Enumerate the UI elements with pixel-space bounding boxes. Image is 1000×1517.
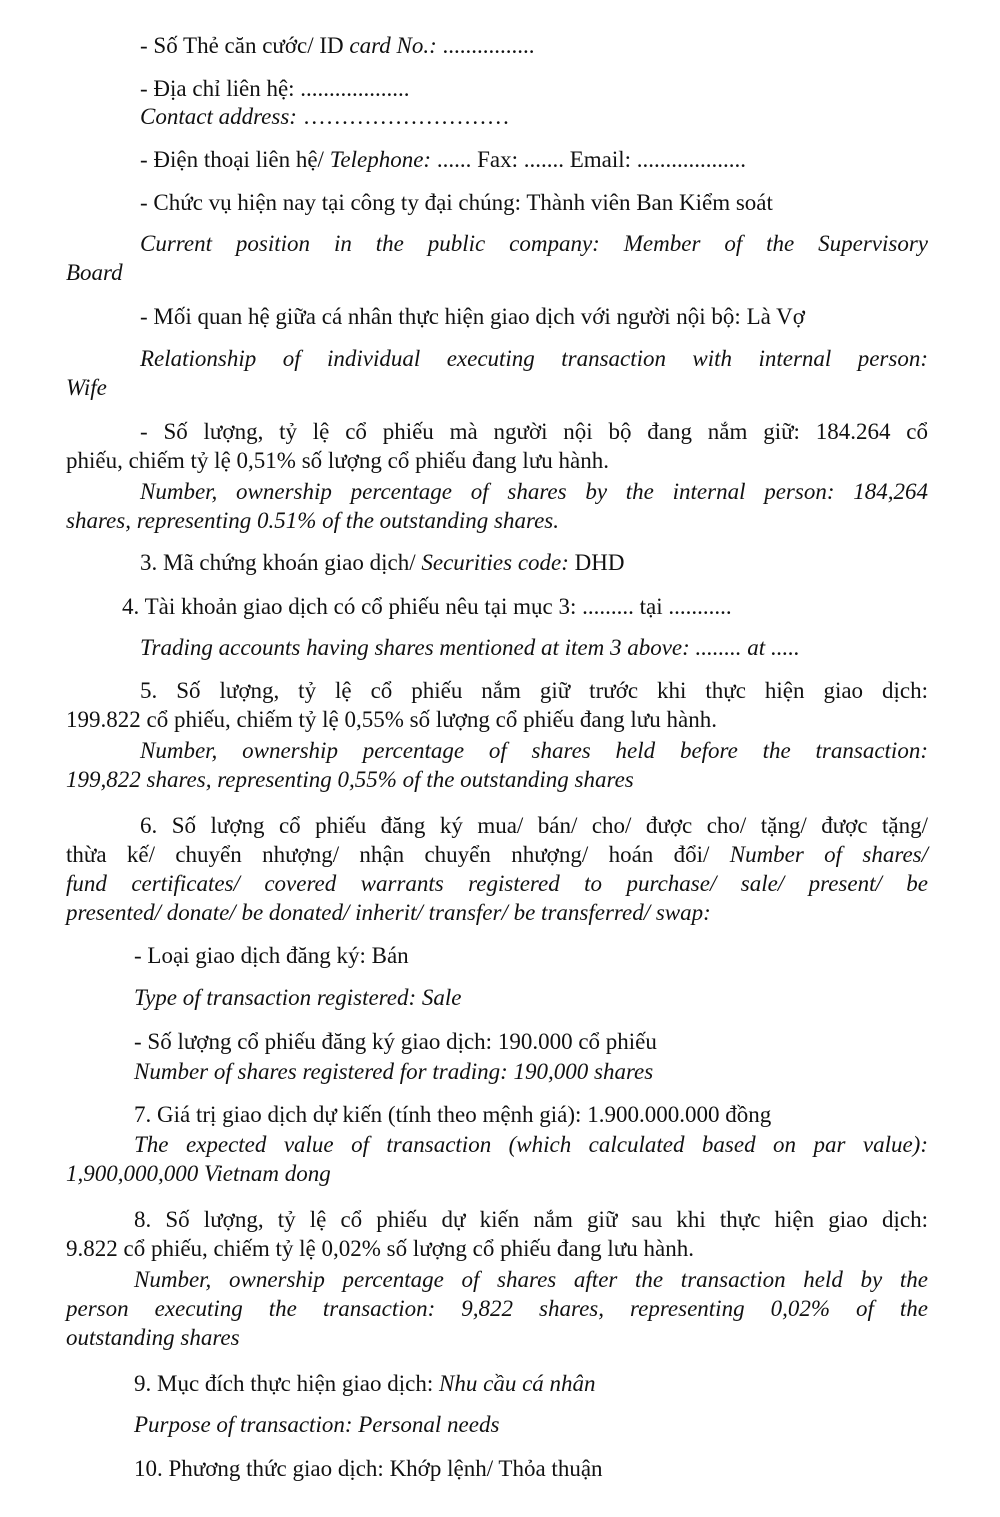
item8-vi-line2: 9.822 cổ phiếu, chiếm tỷ lệ 0,02% số lượng cổ phiếu đang lưu hành. — [66, 1236, 694, 1261]
item9-vi-line — [134, 1370, 596, 1398]
item8-vi — [66, 1206, 928, 1264]
phone-label-vi: - Điện thoại liên hệ/ — [140, 147, 330, 172]
item7-en-line1: The expected value of transaction (which calculated based on par value): — [134, 1132, 928, 1157]
item3-securities-code — [140, 549, 625, 577]
id-card-value: ................ — [436, 33, 535, 58]
address-value: ……………………… — [296, 104, 510, 129]
item3-label-en: Securities code: — [421, 550, 569, 575]
position-vi: - Chức vụ hiện nay tại công ty đại chúng: Thành viên Ban Kiểm soát — [140, 190, 773, 215]
item6-line1: 6. Số lượng cổ phiếu đăng ký mua/ bán/ cho/ được cho/ tặng/ được tặng/ — [140, 813, 928, 838]
item5-vi — [66, 677, 928, 735]
relationship-en — [66, 345, 928, 403]
item5-en-line1: Number, ownership percentage of shares held before the transaction: — [140, 738, 928, 763]
item6-qty-vi: - Số lượng cổ phiếu đăng ký giao dịch: 190.000 cổ phiếu — [134, 1029, 657, 1054]
item6-line2 — [66, 841, 928, 870]
phone-line — [140, 146, 746, 174]
item5-vi-line2: 199.822 cổ phiếu, chiếm tỷ lệ 0,55% số lượng cổ phiếu đang lưu hành. — [66, 707, 717, 732]
id-card-label-vi: - Số Thẻ căn cước/ ID — [140, 33, 350, 58]
item5-vi-line1: 5. Số lượng, tỷ lệ cổ phiếu nắm giữ trước khi thực hiện giao dịch: — [140, 678, 928, 703]
item5-en-line2: 199,822 shares, representing 0,55% of the outstanding shares — [66, 767, 634, 792]
item8-en — [66, 1266, 928, 1353]
internal-holding-vi — [66, 418, 928, 476]
item8-vi-line1: 8. Số lượng, tỷ lệ cổ phiếu dự kiến nắm giữ sau khi thực hiện giao dịch: — [134, 1207, 928, 1232]
relationship-vi: - Mối quan hệ giữa cá nhân thực hiện giao dịch với người nội bộ: Là Vợ — [140, 304, 805, 329]
item6-line4: presented/ donate/ be donated/ inherit/ transfer/ be transferred/ swap: — [66, 900, 711, 925]
item7-en — [66, 1131, 928, 1189]
internal-holding-vi-line1: - Số lượng, tỷ lệ cổ phiếu mà người nội bộ đang nắm giữ: 184.264 cổ — [140, 419, 928, 444]
item6-line2-en: Number of shares/ — [729, 842, 928, 867]
id-card-label-en: card No.: — [349, 33, 437, 58]
position-en-line2: Board — [66, 260, 123, 285]
item3-value: DHD — [568, 550, 625, 575]
item8-en-line3: outstanding shares — [66, 1325, 240, 1350]
address-en-line — [140, 103, 510, 131]
item6-heading — [66, 812, 928, 928]
item10-vi: 10. Phương thức giao dịch: Khớp lệnh/ Thỏa thuận — [134, 1456, 603, 1481]
item7-vi: 7. Giá trị giao dịch dự kiến (tính theo mệnh giá): 1.900.000.000 đồng — [134, 1102, 772, 1127]
internal-holding-en-line1: Number, ownership percentage of shares by the internal person: 184,264 — [140, 479, 928, 504]
address-label-en: Contact address: — [140, 104, 297, 129]
item4-vi: 4. Tài khoản giao dịch có cổ phiếu nêu tại mục 3: ......... tại ........... — [122, 594, 732, 619]
address-vi: - Địa chỉ liên hệ: ................... — [140, 76, 410, 101]
item6-line2-vi: thừa kế/ chuyển nhượng/ nhận chuyển nhượng/ hoán đổi/ — [66, 842, 730, 867]
position-en — [66, 230, 928, 288]
item6-line3: fund certificates/ covered warrants registered to purchase/ sale/ present/ be — [66, 871, 928, 896]
item3-label-vi: 3. Mã chứng khoán giao dịch/ — [140, 550, 422, 575]
relationship-en-line2: Wife — [66, 375, 107, 400]
item8-en-line2: person executing the transaction: 9,822 shares, representing 0,02% of the — [66, 1296, 928, 1321]
internal-holding-en — [66, 478, 928, 536]
id-card-line — [140, 32, 534, 60]
item8-en-line1: Number, ownership percentage of shares after the transaction held by the — [134, 1267, 928, 1292]
phone-fax-email: ...... Fax: ....... Email: ................... — [431, 147, 747, 172]
phone-label-en: Telephone: — [329, 147, 432, 172]
item9-label-vi: 9. Mục đích thực hiện giao dịch: — [134, 1371, 440, 1396]
item9-en: Purpose of transaction: Personal needs — [134, 1412, 500, 1437]
relationship-en-line1: Relationship of individual executing transaction with internal person: — [140, 346, 928, 371]
item9-value-vi: Nhu cầu cá nhân — [439, 1371, 596, 1396]
item6-type-vi: - Loại giao dịch đăng ký: Bán — [134, 943, 409, 968]
internal-holding-vi-line2: phiếu, chiếm tỷ lệ 0,51% số lượng cổ phiếu đang lưu hành. — [66, 448, 609, 473]
item6-qty-en: Number of shares registered for trading: 190,000 shares — [134, 1059, 654, 1084]
item6-type-en: Type of transaction registered: Sale — [134, 985, 462, 1010]
item7-en-line2: 1,900,000,000 Vietnam dong — [66, 1161, 331, 1186]
position-en-line1: Current position in the public company: Member of the Supervisory — [140, 231, 928, 256]
internal-holding-en-line2: shares, representing 0.51% of the outstanding shares. — [66, 508, 559, 533]
item5-en — [66, 737, 928, 795]
item4-en: Trading accounts having shares mentioned at item 3 above: ........ at ..... — [140, 635, 800, 660]
